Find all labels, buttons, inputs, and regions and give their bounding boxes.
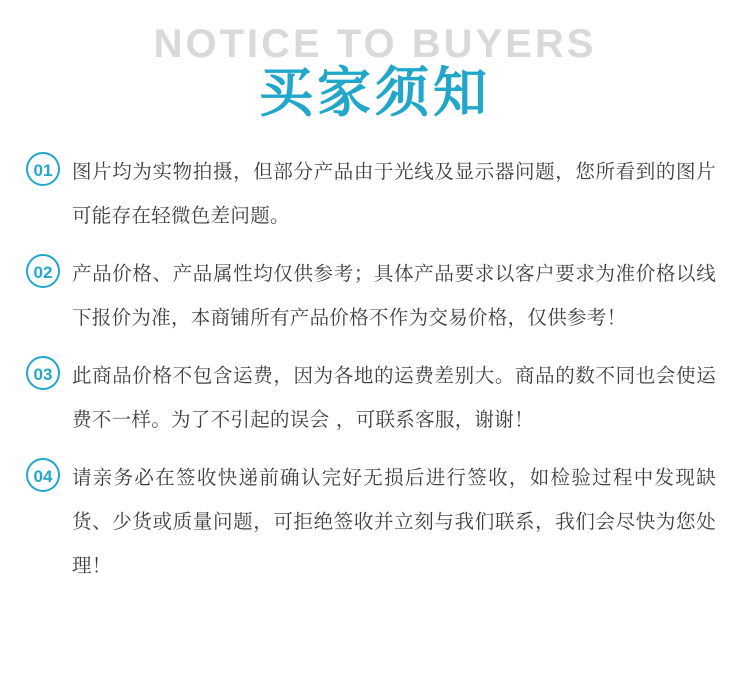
page-title: 买家须知 — [259, 61, 491, 124]
item-number-badge: 01 — [26, 152, 60, 186]
watermark-text: NOTICE TO BUYERS — [153, 22, 597, 66]
item-number-badge: 02 — [26, 254, 60, 288]
page-header — [0, 0, 750, 140]
list-item — [26, 456, 716, 588]
item-text: 产品价格、产品属性均仅供参考；具体产品要求以客户要求为准价格以线下报价为准，本商铺所有产品价格不作为交易价格，仅供参考！ — [72, 262, 716, 329]
list-item — [26, 354, 716, 442]
item-number-badge: 04 — [26, 458, 60, 492]
item-text: 图片均为实物拍摄，但部分产品由于光线及显示器问题，您所看到的图片可能存在轻微色差问题。 — [72, 160, 716, 227]
item-number-badge: 03 — [26, 356, 60, 390]
item-text: 此商品价格不包含运费，因为各地的运费差别大。商品的数不同也会使运费不一样。为了不引起的误会 ，可联系客服，谢谢！ — [72, 364, 716, 431]
notice-list — [0, 140, 750, 588]
item-text: 请亲务必在签收快递前确认完好无损后进行签收，如检验过程中发现缺货、少货或质量问题，可拒绝签收并立刻与我们联系，我们会尽快为您处理！ — [72, 466, 716, 577]
list-item — [26, 150, 716, 238]
list-item — [26, 252, 716, 340]
